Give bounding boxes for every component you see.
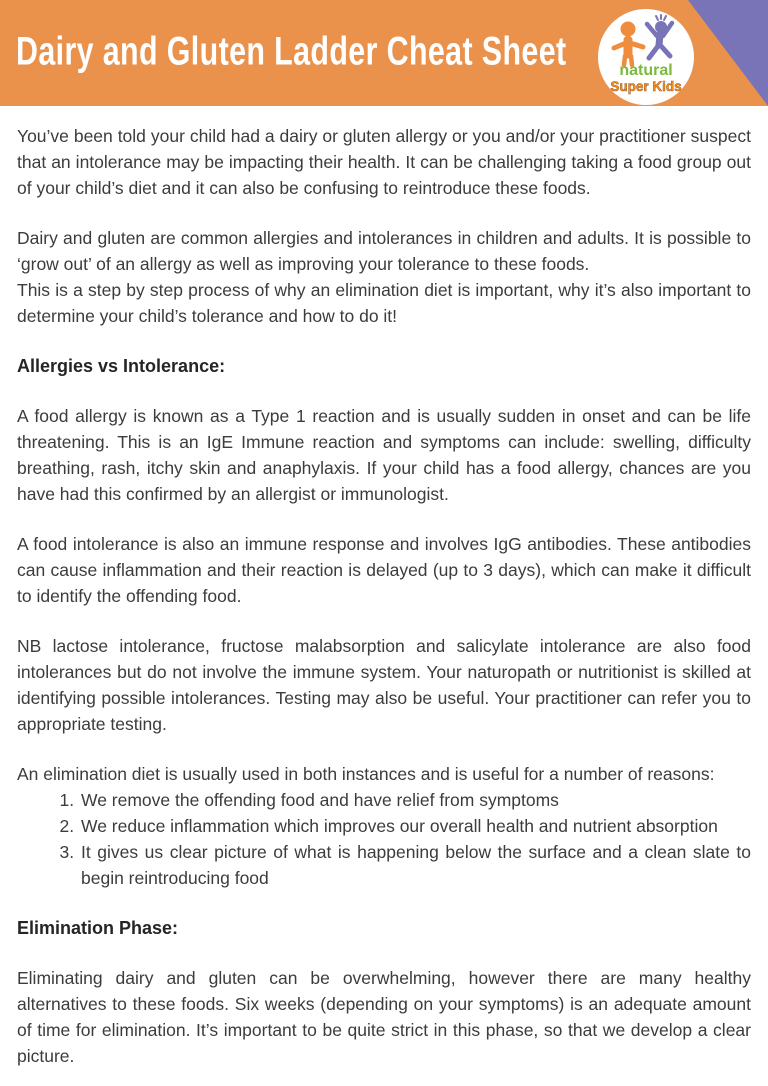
logo-wordmark-natural: natural [619,62,673,79]
logo-wordmark-super-kids: Super Kids [610,79,682,94]
paragraph-food-intolerance: A food intolerance is also an immune response and involves IgG antibodies. These antibodies can cause inflammation and their reaction is delayed (up to 3 days), which can make it difficult to identify the offending food. [17,534,751,606]
paragraph-elimination-phase: Eliminating dairy and gluten can be overwhelming, however there are many healthy alternatives to these foods. Six weeks (depending on your symptoms) is an adequate amount of time for elimination. It’s important to be quite strict in this phase, so that we develop a clear picture. [17,968,751,1066]
kid-figure-orange-icon [614,22,643,66]
paragraph-food-allergy: A food allergy is known as a Type 1 reaction and is usually sudden in onset and can be life threatening. This is an IgE Immune reaction and symptoms can include: swelling, difficulty breathing, rash, itchy skin and anaphylaxis. If your child has a food allergy, chances are you have had this confirmed by an allergist or immunologist. [17,406,751,504]
elimination-reasons [17,761,751,891]
document-body [0,106,768,1069]
reasons-list [17,787,751,891]
paragraph-step-by-step: This is a step by step process of why an elimination diet is important, why it’s also important to determine your child’s tolerance and how to do it! [17,280,751,326]
brand-logo-icon [598,9,694,105]
list-item: 3. It gives us clear picture of what is happening below the surface and a clean slate to begin reintroducing food [79,839,751,891]
paragraph-dairy-gluten: Dairy and gluten are common allergies and intolerances in children and adults. It is possible to ‘grow out’ of an allergy as well as improving your tolerance to these foods. [17,228,751,274]
paragraph-intro: You’ve been told your child had a dairy or gluten allergy or you and/or your practitioner suspect that an intolerance may be impacting their health. It can be challenging taking a food group out of your child’s diet and it can also be confusing to reintroduce these foods. [17,126,751,198]
paragraph-nb-lactose: NB lactose intolerance, fructose malabsorption and salicylate intolerance are also food intolerances but do not involve the immune system. Your naturopath or nutritionist is skilled at identifying possible intolerances. Testing may also be useful. Your practitioner can refer you to appropriate testing. [17,636,751,734]
page-title: Dairy and Gluten Ladder Cheat Sheet [16,29,567,74]
brand-logo [598,9,694,105]
list-item: 2. We reduce inflammation which improves our overall health and nutrient absorption [79,813,751,839]
heading-allergies-vs-intolerance: Allergies vs Intolerance: [17,356,226,376]
corner-accent-triangle [688,0,768,106]
paragraph-group-dairy-gluten [17,225,751,329]
kid-figure-purple-icon [647,15,672,58]
heading-elimination-phase: Elimination Phase: [17,918,179,938]
paragraph-reasons-intro: An elimination diet is usually used in both instances and is useful for a number of reasons: [17,764,715,784]
list-item: 1. We remove the offending food and have relief from symptoms [79,787,751,813]
page-header [0,0,768,106]
